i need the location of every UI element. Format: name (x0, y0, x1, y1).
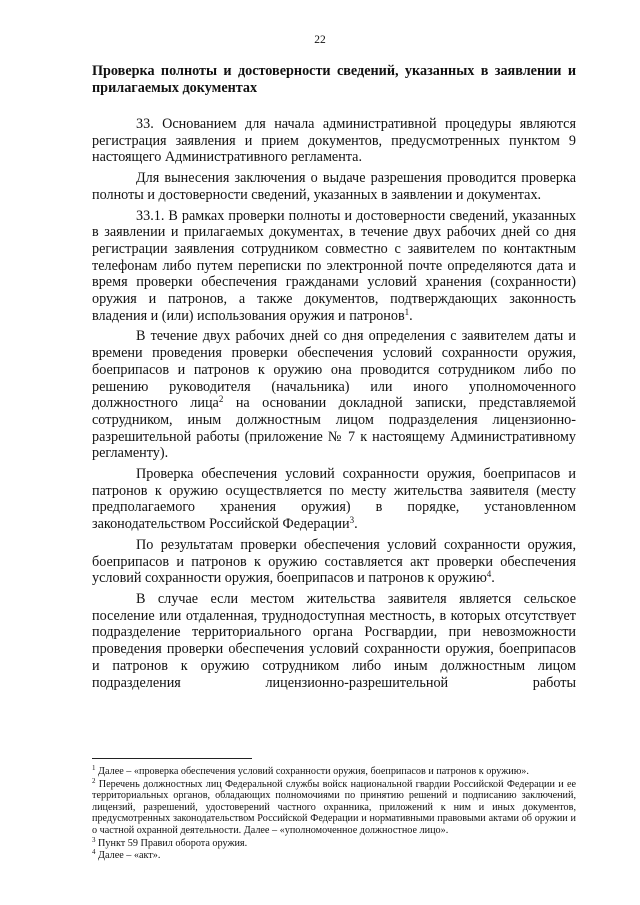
footnote-4 (92, 850, 576, 862)
footnote-2 (92, 776, 576, 837)
paragraph-text: В течение двух рабочих дней со дня определения с заявителем даты и времени проведения проверки обеспечения условий сохранности оружия, боеприпасов и патронов к оружию она проводится сотрудником либо по решению руководителя (начальника) или иного уполномоченного должностного лица (92, 328, 576, 412)
footnote-text: Перечень должностных лиц Федеральной службы войск национальной гвардии Российской Федерации и ее территориальных органов, обладающих полномочиями по принятию решений и подписанию заключений, лицензий, разрешений, удостоверений частного охранника, приложений к ним и иных документов, предусмотренных законодательством Российской Федерации и нормативными правовыми актами об оружии и о частной охранной деятельности. Далее – «уполномоченное должностное лицо». (92, 778, 576, 836)
footnote-number: 2 (92, 776, 96, 785)
paragraph-text: 33. Основанием для начала административной процедуры являются регистрация заявления и прием документов, предусмотренных пунктом 9 настоящего Административного регламента. (92, 116, 576, 166)
paragraph-act (92, 537, 576, 587)
footnote-ref: 2 (218, 394, 224, 405)
footnote-ref: 1 (404, 306, 410, 317)
paragraph-text: По результатам проверки обеспечения условий сохранности оружия, боеприпасов и патронов к оружию составляется акт проверки обеспечения условий сохранности оружия, боеприпасов и патронов к оружию (92, 536, 576, 587)
footnote-1 (92, 766, 576, 778)
paragraph-text-tail: . (409, 307, 413, 324)
paragraph-residence (92, 466, 576, 533)
body-text (92, 116, 576, 695)
footnote-number: 1 (92, 764, 96, 772)
paragraph-text: 33.1. В рамках проверки полноты и достоверности сведений, указанных в заявлении и прилагаемых документах, в течение двух рабочих дней со дня регистрации заявления сотрудником совместно с заявителем по контактным телефонам либо путем переписки по электронной почте определяются дата и время проверки обеспечения гражданами условий хранения (сохранности) оружия и патронов, а также документов, подтверждающих законность владения и (или) использования оружия и патронов (92, 207, 576, 324)
footnote-text: Далее – «акт». (95, 850, 161, 862)
paragraph-conclusion (92, 170, 576, 203)
footnotes (92, 766, 576, 863)
footnote-number: 4 (92, 848, 96, 857)
footnote-3 (92, 835, 576, 850)
paragraph-text-tail: на основании докладной записки, представляемой сотрудником, иным должностным лицом подразделения лицензионно-разрешительной работы (приложение № 7 к настоящему Административному регламенту). (92, 395, 577, 462)
footnote-divider (92, 758, 252, 759)
paragraph-33-1 (92, 208, 576, 325)
footnote-text: Далее – «проверка обеспечения условий сохранности оружия, боеприпасов и патронов к оружию». (95, 766, 529, 777)
footnote-text: Пункт 59 Правил оборота оружия. (95, 837, 248, 849)
footnote-number: 3 (92, 835, 96, 844)
paragraph-text: Для вынесения заключения о выдаче разрешения проводится проверка полноты и достоверности сведений, указанных в заявлении и документах. (92, 170, 576, 203)
paragraph-text: Проверка обеспечения условий сохранности оружия, боеприпасов и патронов к оружию осуществляется по месту жительства заявителя (месту предполагаемого хранения оружия) в порядке, установленном законодательством Российской Федерации (92, 466, 576, 533)
paragraph-text-tail: . (354, 516, 358, 533)
page-number: 22 (314, 34, 326, 46)
paragraph-text: В случае если местом жительства заявителя является сельское поселение или отдаленная, труднодоступная местность, в которых отсутствует подразделение территориального органа Росгвардии, при невозможности проведения проверки обеспечения условий сохранности оружия, боеприпасов и патронов к оружию сотрудником либо иным должностным лицом подразделения лицензионно-разрешительной работы (92, 590, 576, 691)
paragraph-text-tail: . (491, 570, 495, 587)
footnote-ref: 4 (486, 569, 492, 580)
section-heading: Проверка полноты и достоверности сведений, указанных в заявлении и прилагаемых документах (92, 63, 576, 96)
footnote-ref: 3 (349, 515, 355, 526)
paragraph-two-days (92, 328, 576, 462)
paragraph-33 (92, 116, 576, 166)
paragraph-rural (92, 591, 576, 691)
